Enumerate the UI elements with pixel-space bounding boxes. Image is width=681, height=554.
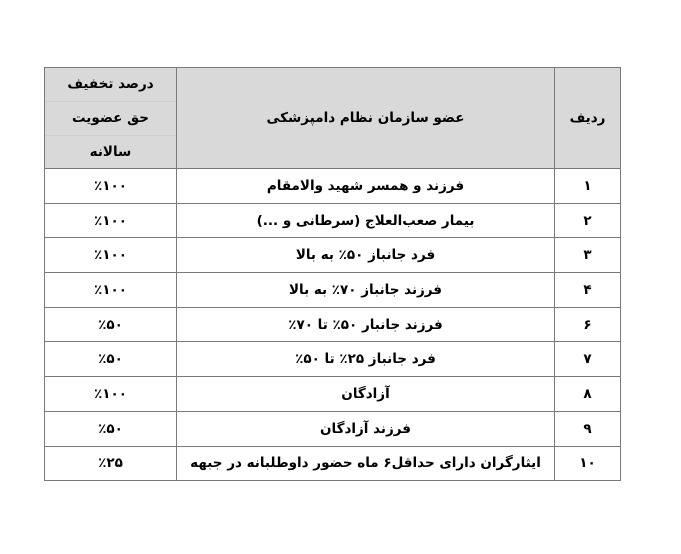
table-row (45, 377, 621, 412)
table-row (45, 446, 621, 481)
header-discount-line-3: سالانه (89, 144, 132, 160)
discount-table (44, 67, 621, 481)
table-row (45, 342, 621, 377)
header-member: عضو سازمان نظام دامپزشکی (177, 68, 555, 169)
member-type: ایثارگران دارای حداقل۶ ماه حضور داوطلبانه در جبهه (177, 446, 555, 481)
table-row (45, 238, 621, 273)
row-number: ۸ (555, 377, 621, 412)
table-row (45, 273, 621, 308)
member-type: آزادگان (177, 377, 555, 412)
row-number: ۲ (555, 203, 621, 238)
member-type: فرزند جانبار ۵۰٪ تا ۷۰٪ (177, 307, 555, 342)
discount-percent: ٪۵۰ (45, 307, 177, 342)
discount-percent: ٪۱۰۰ (45, 273, 177, 308)
discount-percent: ٪۵۰ (45, 411, 177, 446)
row-number: ۳ (555, 238, 621, 273)
header-discount-line-2: حق عضویت (45, 102, 176, 136)
discount-percent: ٪۱۰۰ (45, 238, 177, 273)
row-number: ۴ (555, 273, 621, 308)
discount-percent: ٪۲۵ (45, 446, 177, 481)
row-number: ۷ (555, 342, 621, 377)
table-row (45, 203, 621, 238)
table-row (45, 169, 621, 204)
discount-percent: ٪۱۰۰ (45, 203, 177, 238)
discount-percent: ٪۱۰۰ (45, 377, 177, 412)
row-number: ۱ (555, 169, 621, 204)
header-row-number: ردیف (555, 68, 621, 169)
table-header-row (45, 68, 621, 169)
discount-percent: ٪۵۰ (45, 342, 177, 377)
discount-percent: ٪۱۰۰ (45, 169, 177, 204)
row-number: ۱۰ (555, 446, 621, 481)
member-type: بیمار صعب‌العلاج (سرطانی و ...) (177, 203, 555, 238)
member-type: فرزند و همسر شهید والامقام (177, 169, 555, 204)
member-type: فرد جانباز ۲۵٪ تا ۵۰٪ (177, 342, 555, 377)
member-type: فرد جانباز ۵۰٪ به بالا (177, 238, 555, 273)
row-number: ۹ (555, 411, 621, 446)
table-row (45, 307, 621, 342)
member-type: فرزند آزادگان (177, 411, 555, 446)
header-discount-line-1: درصد تخفیف (45, 68, 176, 102)
row-number: ۶ (555, 307, 621, 342)
member-type: فرزند جانباز ۷۰٪ به بالا (177, 273, 555, 308)
table-row (45, 411, 621, 446)
header-discount (45, 68, 177, 169)
